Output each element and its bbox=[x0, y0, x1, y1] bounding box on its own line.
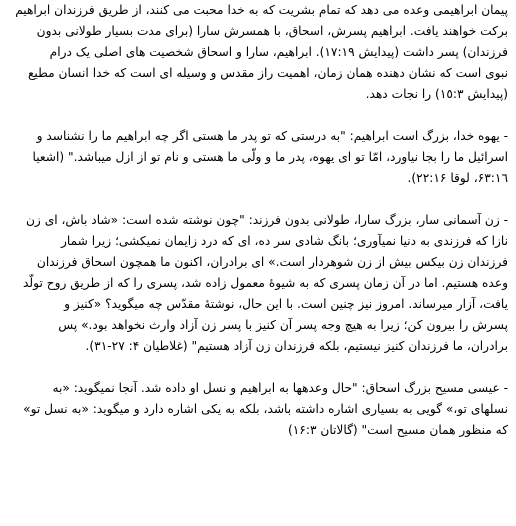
text-line: فرزندان زن بیکس بیش از زن شوهردار است.» ای برادران، اکنون ما همچون اسحاق فرزندان bbox=[36, 255, 508, 269]
text-line: که منظور همان مسیح است" (گالاتان ١۶:٣) bbox=[287, 423, 508, 437]
text-line: - یهوه خدا، بزرگ است ابراهیم: "به درستی که تو پدر ما هستی اگر چه ابراهیم ما را نشناسد و bbox=[36, 129, 508, 143]
text-line: - عیسی مسیح بزرگ اسحاق: "حال وعدهها به ابراهیم و نسل او داده شد. آنجا نمیگوید: «به bbox=[52, 381, 508, 395]
text-line: نازا که فرزندی به دنیا نمیآوری؛ بانگ شادی سر ده، ای که درد زایمان نمیکشی؛ زیرا شمار bbox=[61, 234, 508, 248]
text-line: اسرائیل ما را بجا نیاورد، امّا تو ای یهوه، پدر ما و ولّی ما هستی و نام تو از ازل میباشد." (اشعیا bbox=[32, 150, 508, 164]
text-line: یافت، آزار میرساند. امروز نیز چنین است. با این حال، نوشتهٔ مقدّس چه میگوید؟ «کنیز و bbox=[64, 297, 508, 311]
text-line: نسلهای تو،» گویی به بسیاری اشاره داشته باشد، بلکه به یکی اشاره دارد و میگوید: «به نسل تو» bbox=[23, 402, 508, 416]
paragraph-covenant bbox=[8, 0, 508, 105]
text-line: (پیدایش ١٥:٣) را نجات دهد. bbox=[365, 87, 508, 101]
text-line: وعده هستیم. اما در آن زمان پسری که به شیوهٔ معمول زاده شد، پسری را که از طریق روح تولّد bbox=[23, 276, 508, 290]
document-body bbox=[8, 0, 508, 441]
text-line: پسرش را بیرون کن؛ زیرا به هیچ وجه پسر آن کنیز با پسر زن آزاد وارث نخواهد بود.» پس bbox=[58, 318, 508, 332]
text-line: نبوی است که نشان دهنده همان زمان، اهمیت راز مقدس و وسیله ای است که خدا انسان مطیع bbox=[27, 66, 508, 80]
paragraph-yahweh bbox=[8, 126, 508, 189]
text-line: برادران، ما فرزندان کنیز نیستیم، بلکه فرزندان زن آزاد هستیم" (غلاطیان ۴: ٢٧-٣١). bbox=[85, 339, 508, 353]
text-line: - زن آسمانی سار، بزرگ سارا، طولانی بدون فرزند: "چون نوشته شده است: «شاد باش، ای زن bbox=[25, 213, 508, 227]
paragraph-spacer bbox=[8, 105, 508, 126]
text-line: ١٦:۶٣، لوقا ٢٢:١۶). bbox=[407, 171, 508, 185]
text-line: پیمان ابراهیمی وعده می دهد که تمام بشریت که به خدا محبت می کنند، از طریق فرزندان ابراهیم bbox=[15, 3, 508, 17]
paragraph-spacer bbox=[8, 357, 508, 378]
paragraph-heavenly-woman bbox=[8, 210, 508, 357]
paragraph-spacer bbox=[8, 189, 508, 210]
text-line: فرزندان) پسر داشت (پیدایش ١٧:١٩). ابراهیم، سارا و اسحاق شخصیت های اصلی یک درام bbox=[49, 45, 508, 59]
paragraph-jesus-christ bbox=[8, 378, 508, 441]
text-line: برکت خواهند یافت. ابراهیم پسرش، اسحاق، با همسرش سارا (برای مدت بسیار طولانی بدون bbox=[36, 24, 508, 38]
